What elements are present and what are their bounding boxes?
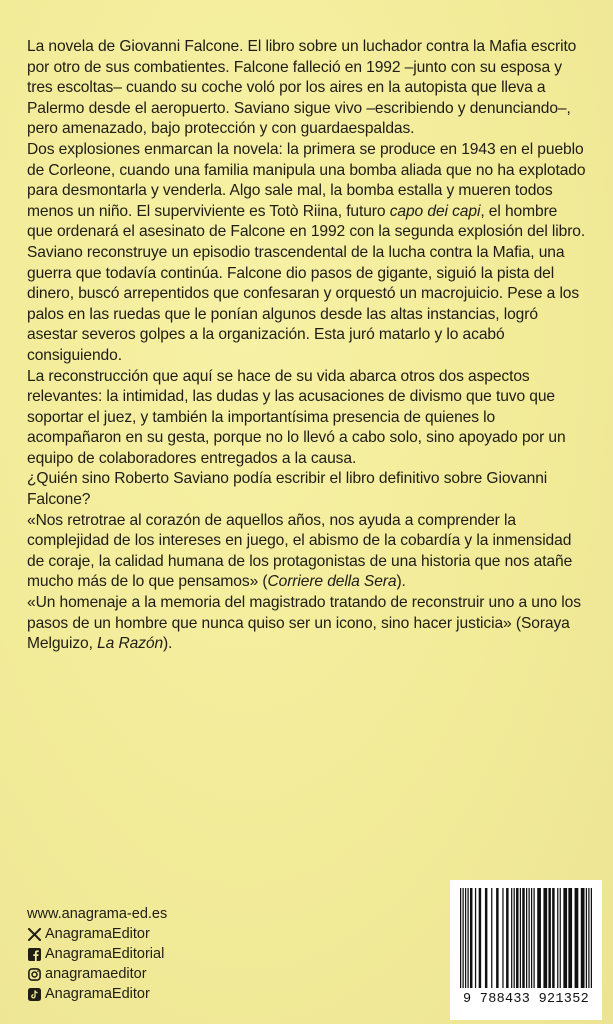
barcode-bar [520,888,521,988]
barcode-bar [465,888,466,988]
press-quote-1-close: ). [396,573,406,591]
website-link[interactable] [27,904,167,924]
instagram-icon [27,967,41,981]
barcode-bar [560,888,561,988]
barcode-bar [588,888,589,988]
facebook-icon [27,947,41,961]
barcode-bar [470,888,472,988]
synopsis-paragraph-2-italic: capo dei capi [389,202,481,220]
synopsis-text [27,37,587,655]
press-quote-1-source: Corriere della Sera [267,573,397,591]
press-quote-2 [27,593,587,655]
synopsis-paragraph-2 [27,140,587,243]
barcode-bar [467,888,468,988]
barcode-bar [533,888,534,988]
barcode-bar [526,888,527,988]
synopsis-paragraph-3: Saviano reconstruye un episodio trascendental de la lucha contra la Mafia, una guerra que todavía continúa. Falcone dio pasos de gigante, siguió la pista del dinero, buscó arrepentidos que confesaran y orquestó un macrojuicio. Pese a los palos en las ruedas que le ponían algunos desde las altas instancias, logró asestar severos golpes a la organización. Esta juró matarlo y lo acabó consiguiendo. [27,243,580,364]
press-quote-1 [27,511,587,593]
synopsis-paragraph-1: La novela de Giovanni Falcone. El libro sobre un luchador contra la Mafia escrito por otro de sus combatientes. Falcone falleció en 1992 –junto con su esposa y tres escoltas– cuando su coche voló por los aires en la autopista que lleva a Palermo desde el aeropuerto. Saviano sigue vivo –escribiendo y denunciando–, pero amenazado, bajo protección y con guardaespaldas. [27,38,577,138]
barcode-bar [506,888,508,988]
barcode-bar [537,888,541,988]
instagram-link[interactable] [27,964,167,984]
isbn-barcode [450,880,602,1020]
barcode-bar [531,888,532,988]
tiktok-link[interactable] [27,984,167,1004]
barcode-bar [548,888,550,988]
tiktok-handle[interactable]: AnagramaEditor [45,986,150,1002]
x-logo-icon [27,927,41,941]
press-quote-1-open-paren: ( [262,573,268,591]
barcode-bar [511,888,512,988]
synopsis-paragraph-5: ¿Quién sino Roberto Saviano podía escribir el libro definitivo sobre Giovanni Falcone? [27,470,548,509]
barcode-bar [496,888,498,988]
x-link[interactable] [27,924,167,944]
facebook-handle[interactable]: AnagramaEditorial [45,946,165,962]
synopsis-paragraph-4: La reconstrucción que aquí se hace de su vida abarca otros dos aspectos relevantes: la intimidad, las dudas y las acusaciones de divismo que tuvo que soportar el juez, y también la importantísima presencia de quienes lo acompañaron en su gesta, porque no lo llevó a cabo solo, sino apoyado por un equipo de colaboradores entregados a la causa. [27,367,566,467]
isbn-digits: 9 788433 921352 [462,992,590,1007]
barcode-bar [543,888,547,988]
x-handle[interactable]: AnagramaEditor [45,926,150,942]
barcode-bar [552,888,554,988]
tiktok-icon [27,987,41,1001]
barcode-bar [491,888,492,988]
synopsis-paragraph-2-part-2: , el hombre que ordenará el asesinato de Falcone en 1992 con la segunda explosión del libro. [27,202,586,241]
barcode-bar [586,888,587,988]
barcode-bar [522,888,524,988]
barcode-bar [591,888,592,988]
press-quote-2-source: La Razón [97,635,164,653]
barcode-bar [528,888,529,988]
barcode-bar [581,888,585,988]
barcode-bar [575,888,579,988]
barcode-bar [563,888,567,988]
barcode-bar [568,888,572,988]
barcode-bar [462,888,463,988]
barcode-bars [460,888,592,988]
press-quote-1-text: «Nos retrotrae al corazón de aquellos años, nos ayuda a comprender la complejidad de los intereses en juego, el abismo de la cobardía y la inmensidad de coraje, la calidad humana de los protagonistas de una historia que nos atañe mucho más de lo que pensamos» [27,511,573,591]
press-quote-2-close: ). [163,635,173,653]
barcode-bar [502,888,503,988]
barcode-bar [475,888,476,988]
facebook-link[interactable] [27,944,167,964]
publisher-links [27,904,167,1004]
barcode-bar [485,888,487,988]
barcode-bar [479,888,481,988]
barcode-bar [460,888,461,988]
instagram-handle[interactable]: anagramaeditor [45,966,147,982]
barcode-bar [516,888,518,988]
barcode-bar [557,888,558,988]
website-url[interactable]: www.anagrama-ed.es [27,906,168,922]
press-quote-2-text: «Un homenaje a la memoria del magistrado tratando de reconstruir uno a uno los pasos de un hombre que nunca quiso ser un icono, sino hacer justicia» (Soraya Melguizo, [27,594,581,653]
barcode-bar [514,888,515,988]
synopsis-paragraph-2-part-1: Dos explosiones enmarcan la novela: la primera se produce en 1943 en el pueblo de Corleone, cuando una familia manipula una bomba aliada que no ha explotado para desmontarla y venderla. Algo sale mal, la bomba estalla y mueren todos menos un niño. El superviviente es Totò Riina, futuro [27,140,586,220]
